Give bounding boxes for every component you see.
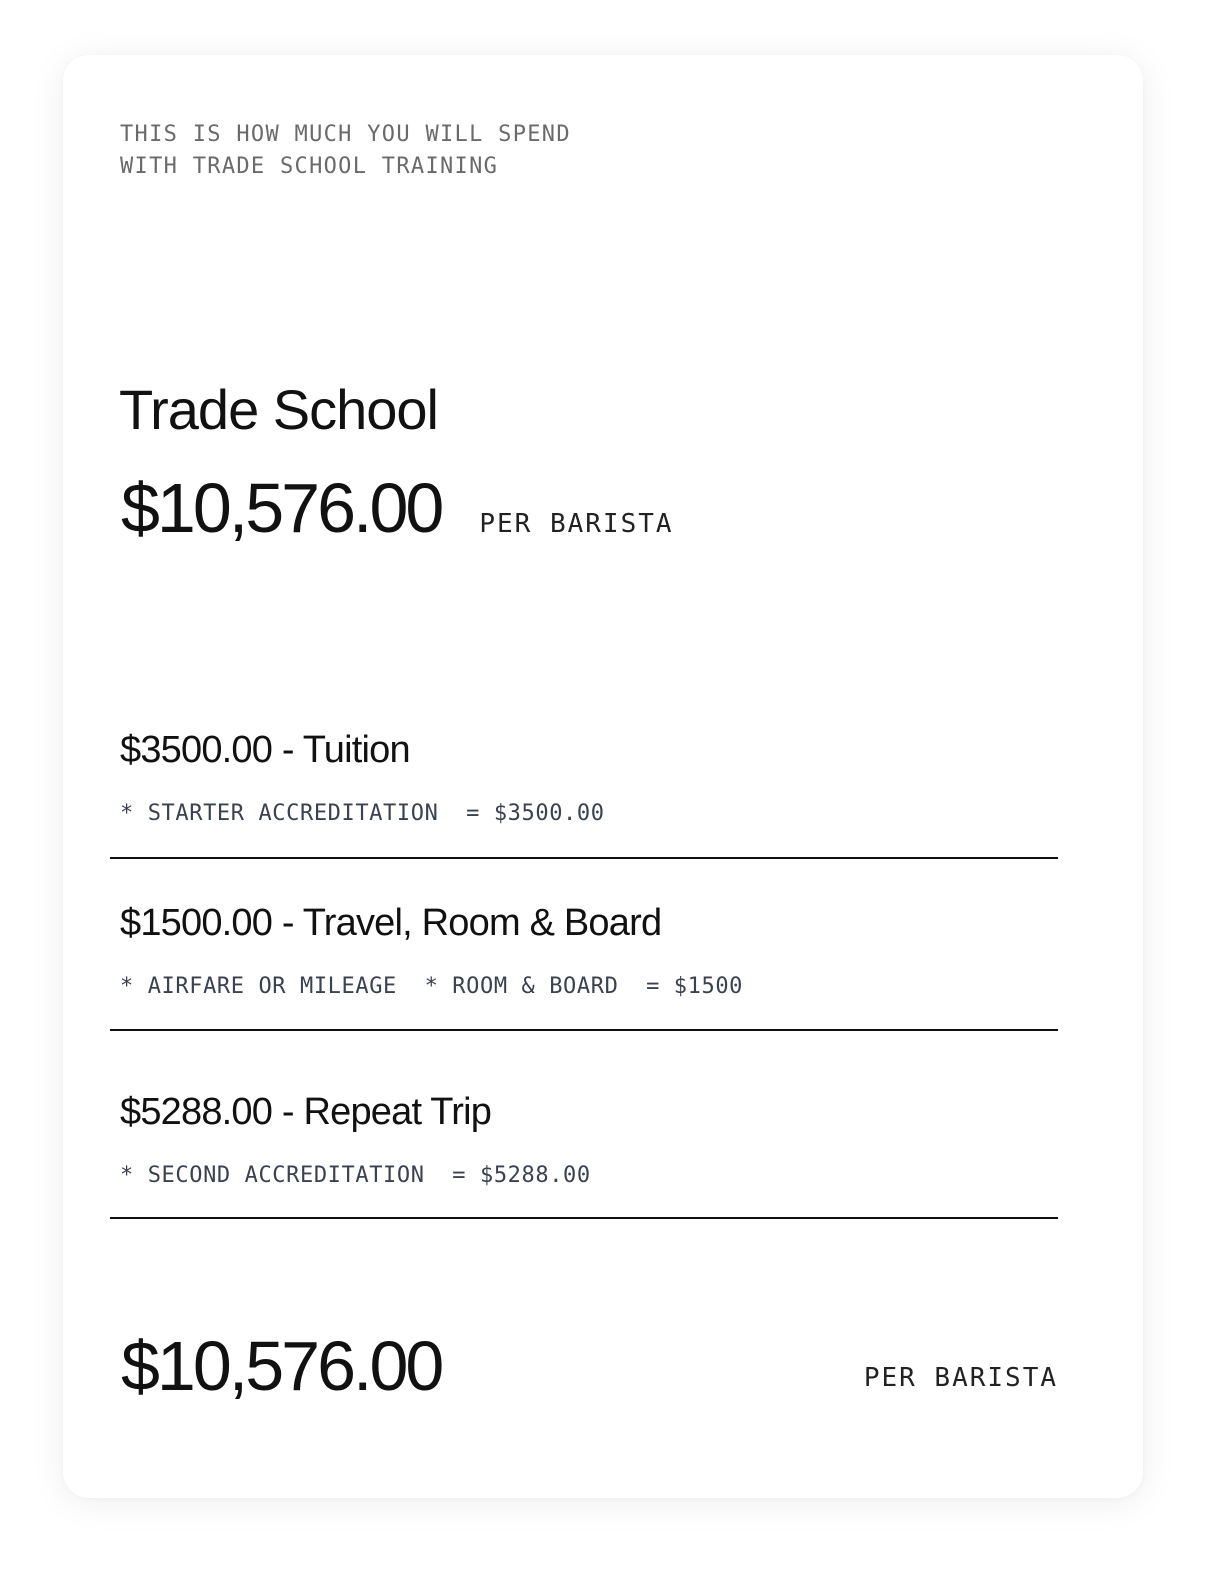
cost-item-detail: * STARTER ACCREDITATION = $3500.00 <box>120 801 605 826</box>
cost-item-detail: * AIRFARE OR MILEAGE * ROOM & BOARD = $1500 <box>120 974 744 999</box>
plan-total-row <box>121 469 674 547</box>
footer-total-amount: $10,576.00 <box>121 1327 442 1405</box>
footer-per-label: PER BARISTA <box>863 1363 1058 1393</box>
plan-per-label: PER BARISTA <box>479 509 674 539</box>
cost-item-title: $1500.00 - Travel, Room & Board <box>120 902 662 944</box>
intro-text <box>120 119 571 183</box>
plan-total-amount: $10,576.00 <box>121 469 442 547</box>
intro-line-1: THIS IS HOW MUCH YOU WILL SPEND <box>120 122 571 147</box>
cost-item-travel <box>110 859 1058 1031</box>
cost-item-title: $5288.00 - Repeat Trip <box>120 1091 492 1133</box>
cost-item-detail: * SECOND ACCREDITATION = $5288.00 <box>120 1163 591 1188</box>
plan-title: Trade School <box>119 378 438 441</box>
cost-item-repeat-trip <box>110 1031 1058 1219</box>
cost-breakdown-list <box>110 715 1058 1219</box>
intro-line-2: WITH TRADE SCHOOL TRAINING <box>120 154 499 179</box>
cost-item-title: $3500.00 - Tuition <box>120 729 410 771</box>
cost-summary-card <box>63 55 1143 1498</box>
cost-item-tuition <box>110 715 1058 859</box>
